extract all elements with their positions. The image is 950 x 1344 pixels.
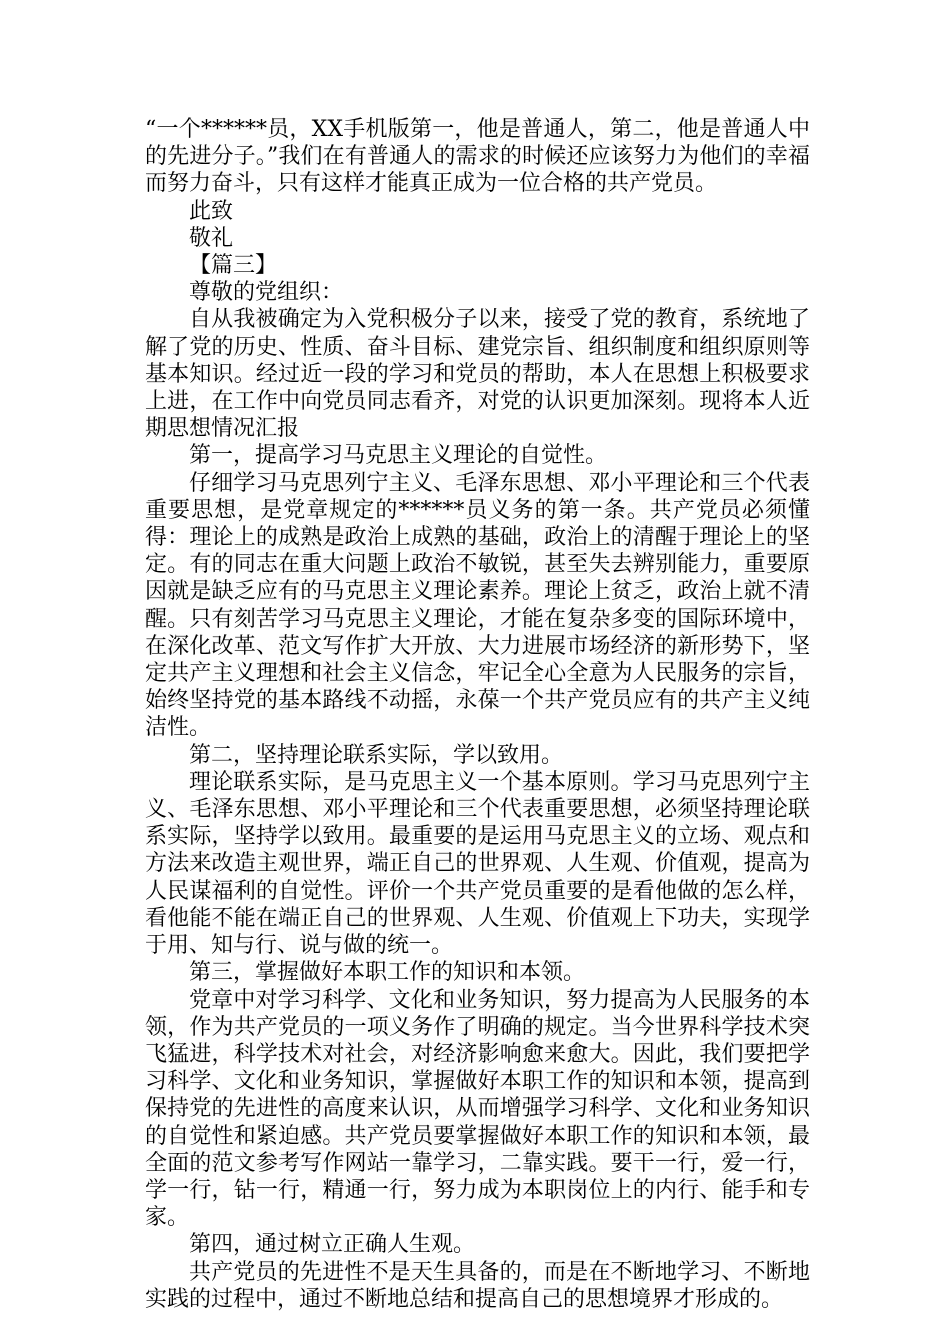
paragraph-fourth-body: 共产党员的先进性不是天生具备的，而是在不断地学习、不断地实践的过程中，通过不断地总结和提高自己的思想境界才形成的。 xyxy=(145,1259,810,1312)
paragraph-salutation-cizhi: 此致 xyxy=(189,198,234,224)
point-heading-first: 第一，提高学习马克思主义理论的自觉性。 xyxy=(189,443,608,469)
point-heading-third: 第三，掌握做好本职工作的知识和本领。 xyxy=(189,960,586,986)
paragraph-salutation-jingli: 敬礼 xyxy=(189,225,234,251)
section-heading: 【篇三】 xyxy=(189,253,278,279)
paragraph-opening-quote: “一个******员，XX手机版第一，他是普通人，第二，他是普通人中的先进分子。”我们在有普通人的需求的时候还应该努力为他们的幸福而努力奋斗，只有这样才能真正成为一位合格的共产党员。 xyxy=(145,117,810,197)
point-heading-second: 第二，坚持理论联系实际，学以致用。 xyxy=(189,742,564,768)
paragraph-second-body: 理论联系实际，是马克思主义一个基本原则。学习马克思列宁主义、毛泽东思想、邓小平理论和三个代表重要思想，必须坚持理论联系实际，坚持学以致用。最重要的是运用马克思主义的立场、观点和方法来改造主观世界，端正自己的世界观、人生观、价值观，提高为人民谋福利的自觉性。评价一个共产党员重要的是看他做的怎么样，看他能不能在端正自己的世界观、人生观、价值观上下功夫，实现学于用、知与行、说与做的统一。 xyxy=(145,769,810,959)
paragraph-third-body: 党章中对学习科学、文化和业务知识，努力提高为人民服务的本领，作为共产党员的一项义务作了明确的规定。当今世界科学技术突飞猛进，科学技术对社会，对经济影响愈来愈大。因此，我们要把学习科学、文化和业务知识，掌握做好本职工作的知识和本领，提高到保持党的先进性的高度来认识，从而增强学习科学、文化和业务知识的自觉性和紧迫感。共产党员要掌握做好本职工作的知识和本领，最全面的范文参考写作网站一靠学习，二靠实践。要干一行，爱一行，学一行，钻一行，精通一行，努力成为本职岗位上的内行、能手和专家。 xyxy=(145,987,810,1231)
point-heading-fourth: 第四，通过树立正确人生观。 xyxy=(189,1232,476,1258)
paragraph-first-body: 仔细学习马克思列宁主义、毛泽东思想、邓小平理论和三个代表重要思想，是党章规定的******员义务的第一条。共产党员必须懂得：理论上的成熟是政治上成熟的基础，政治上的清醒于理论上的坚定。有的同志在重大问题上政治不敏锐，甚至失去辨别能力，重要原因就是缺乏应有的马克思主义理论素养。理论上贫乏，政治上就不清醒。只有刻苦学习马克思主义理论，才能在复杂多变的国际环境中，在深化改革、范文写作扩大开放、大力进展市场经济的新形势下，坚定共产主义理想和社会主义信念，牢记全心全意为人民服务的宗旨，始终坚持党的基本路线不动摇，永葆一个共产党员应有的共产主义纯洁性。 xyxy=(145,470,810,741)
document-body xyxy=(145,116,810,1313)
paragraph-intro: 自从我被确定为入党积极分子以来，接受了党的教育，系统地了解了党的历史、性质、奋斗目标、建党宗旨、组织制度和组织原则等基本知识。经过近一段的学习和党员的帮助，本人在思想上积极要求上进，在工作中向党员同志看齐，对党的认识更加深刻。现将本人近期思想情况汇报 xyxy=(145,307,810,442)
paragraph-greeting: 尊敬的党组织： xyxy=(189,280,344,306)
